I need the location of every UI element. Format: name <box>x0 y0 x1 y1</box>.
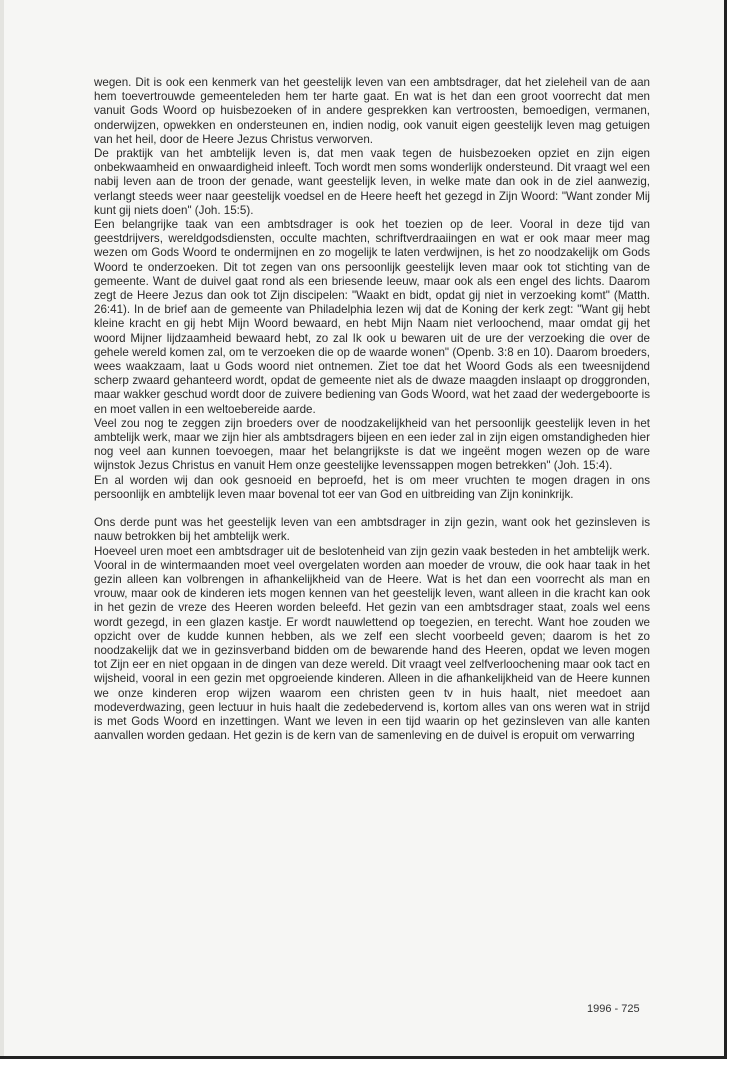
paragraph: Veel zou nog te zeggen zijn broeders over de noodzakelijkheid van het persoonlijk geestelijk leven in het ambtelijk werk, maar we zijn hier als ambtsdragers bijeen en een ieder zal in zijn eigen omstandigheden hier nog veel aan kunnen toevoegen, maar het belangrijkste is dat we ingeënt mogen wezen op de ware wijnstok Jezus Christus en vanuit Hem onze geestelijke levenssappen mogen betrekken" (Joh. 15:4). <box>94 416 650 473</box>
paragraph: De praktijk van het ambtelijk leven is, dat men vaak tegen de huisbezoeken opziet en zijn eigen onbekwaamheid en onwaardigheid inleeft. Toch wordt men soms wonderlijk ondersteund. Dit vraagt wel een nabij leven aan de troon der genade, want geestelijk leven, in welke mate dan ook in de ziel aanwezig, verlangt steeds weer naar geestelijk voedsel en de Heere heeft het gezegd in Zijn Woord: "Want zonder Mij kunt gij niets doen" (Joh. 15:5). <box>94 147 650 217</box>
page-number: 1996 - 725 <box>587 1003 640 1015</box>
page-left-edge <box>0 0 4 1056</box>
body-text <box>94 76 650 743</box>
paragraph: Een belangrijke taak van een ambtsdrager is ook het toezien op de leer. Vooral in deze tijd van geestdrijvers, wereldgodsdiensten, occulte machten, schriftverdraaiingen en wat er ook maar meer mag wezen om Gods Woord te ondermijnen en zo mogelijk te laten verdwijnen, is het zo noodzakelijk om Gods Woord te onderzoeken. Dit tot zegen van ons persoonlijk geestelijk leven maar ook tot stichting van de gemeente. Want de duivel gaat rond als een briesende leeuw, maar ook als een engel des lichts. Daarom zegt de Heere Jezus dan ook tot Zijn discipelen: "Waakt en bidt, opdat gij niet in verzoeking komt" (Matth. 26:41). In de brief aan de gemeente van Philadelphia lezen wij dat de Koning der kerk zegt: "Want gij hebt kleine kracht en gij hebt Mijn Woord bewaard, en hebt Mijn Naam niet verloochend, maar omdat gij het woord Mijner lijdzaamheid bewaard hebt, zo zal Ik ook u bewaren uit de ure der verzoeking die over de gehele wereld komen zal, om te verzoeken die op de waarde wonen" (Openb. 3:8 en 10). Daarom broeders, wees waakzaam, laat u Gods woord niet ontnemen. Ziet toe dat het Woord Gods als een tweesnijdend scherp zwaard gehanteerd wordt, opdat de gemeente niet als de dwaze maagden inslaapt op droggronden, maar wakker geschud wordt door de zuivere bediening van Gods Woord, wat het zaad der wedergeboorte is en moet vallen in een weltoebereide aarde. <box>94 218 650 416</box>
paragraph: En al worden wij dan ook gesnoeid en beproefd, het is om meer vruchten te mogen dragen in ons persoonlijk en ambtelijk leven maar bovenal tot eer van God en uitbreiding van Zijn koninkrijk. <box>94 473 650 501</box>
paragraph: Hoeveel uren moet een ambtsdrager uit de beslotenheid van zijn gezin vaak besteden in het ambtelijk werk. Vooral in de wintermaanden moet veel overgelaten worden aan moeder de vrouw, die ook haar taak in het gezin alleen kan volbrengen in afhankelijkheid van de Heere. Wat is het dan een voorrecht als man en vrouw, maar ook de kinderen iets mogen kennen van het geestelijk leven, want alleen in die kracht kan ook in het gezin de vreze des Heeren worden beleefd. Het gezin van een ambtsdrager staat, zoals wel eens wordt gezegd, in een glazen kastje. Er wordt nauwlettend op toegezien, en terecht. Want hoe zouden we opzicht over de kudde kunnen hebben, als we zelf een slecht voorbeeld geven; daarom is het zo noodzakelijk dat we in gezinsverband bidden om de bewarende hand des Heeren, opdat we leven mogen tot Zijn eer en niet opgaan in de dingen van deze wereld. Dit vraagt veel zelfverloochening maar ook tact en wijsheid, vooral in een gezin met opgroeiende kinderen. Alleen in die afhankelijkheid van de Heere kunnen we onze kinderen erop wijzen waarom een christen geen tv in huis haalt, niet meedoet aan modeverdwazing, geen lectuur in huis haalt die zedebedervend is, kortom alles van ons weren wat in strijd is met Gods Woord en inzettingen. Want we leven in een tijd waarin op het gezinsleven van alle kanten aanvallen worden gedaan. Het gezin is de kern van de samenleving en de duivel is eropuit om verwarring <box>94 544 650 743</box>
paragraph: Ons derde punt was het geestelijk leven van een ambtsdrager in zijn gezin, want ook het gezinsleven is nauw betrokken bij het ambtelijk werk. <box>94 516 650 544</box>
paragraph: wegen. Dit is ook een kenmerk van het geestelijk leven van een ambtsdrager, dat het zieleheil van de aan hem toevertrouwde gemeenteleden hem ter harte gaat. En wat is het dan een groot voorrecht dat men vanuit Gods Woord op huisbezoeken of in andere gesprekken kan vertroosten, bemoedigen, vermanen, onderwijzen, opwekken en ondersteunen en, indien nodig, ook vanuit eigen geestelijk leven mag getuigen van het heil, door de Heere Jezus Christus verworven. <box>94 76 650 146</box>
